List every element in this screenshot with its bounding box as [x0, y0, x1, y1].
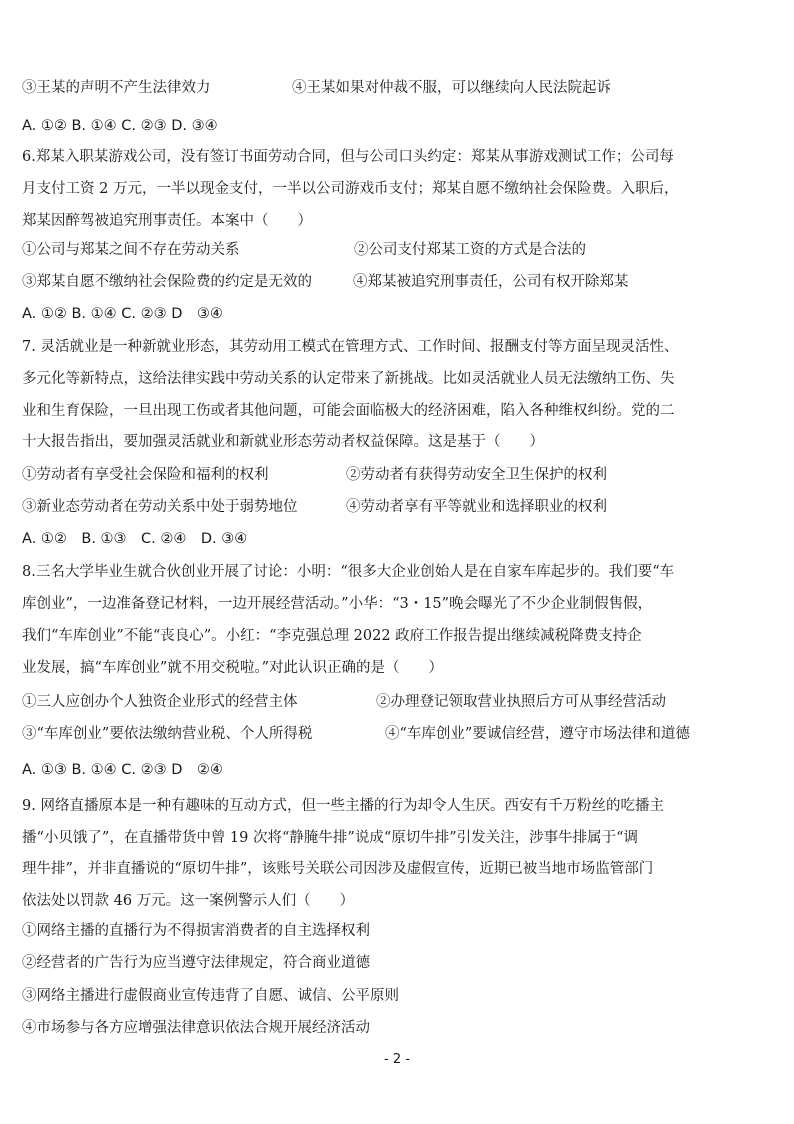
statement-right: ②办理登记领取营业执照后方可从事经营活动	[376, 694, 666, 710]
statement-right: ④王某如果对仲裁不服，可以继续向人民法院起诉	[292, 80, 611, 96]
text-line: 8.三名大学毕业生就合伙创业开展了讨论：小明：“很多大企业创始人是在自家车库起步的。我们要“车	[22, 564, 675, 580]
statement-right: ②公司支付郑某工资的方式是合法的	[354, 242, 586, 258]
text-line: 理牛排”，并非直播说的“原切牛排”，该账号关联公司因涉及虚假宣传，近期已被当地市场监管部门	[22, 861, 654, 877]
statement-left: ①三人应创办个人独资企业形式的经营主体	[22, 694, 298, 710]
text-line: 6.郑某入职某游戏公司，没有签订书面劳动合同，但与公司口头约定：郑某从事游戏测试工作；公司每	[22, 149, 674, 165]
text-line: ①网络主播的直播行为不得损害消费者的自主选择权利	[22, 923, 370, 939]
text-line: ③网络主播进行虚假商业宣传违背了自愿、诚信、公平原则	[22, 988, 399, 1004]
statement-right: ④劳动者享有平等就业和选择职业的权利	[346, 499, 607, 515]
text-line: 业和生育保险，一旦出现工伤或者其他问题，可能会面临极大的经济困难，陷入各种维权纠纷。党的二	[22, 403, 675, 419]
statement-right: ④“车库创业”要诚信经营，遵守市场法律和道德	[385, 726, 690, 742]
statement-left: ③新业态劳动者在劳动关系中处于弱势地位	[22, 499, 298, 515]
text-line: 郑某因醉驾被追究刑事责任。本案中（ ）	[22, 213, 312, 229]
statement-left: ③王某的声明不产生法律效力	[22, 80, 211, 96]
statement-left: ③郑某自愿不缴纳社会保险费的约定是无效的	[22, 274, 312, 290]
text-line: ④市场参与各方应增强法律意识依法合规开展经济活动	[22, 1020, 370, 1036]
answer-options: A. ①② B. ①④ C. ②③ D. ③④	[22, 118, 218, 134]
text-line: 播“小贝饿了”，在直播带货中曾 19 次将“静腌牛排”说成“原切牛排”引发关注，涉事牛排属于“调	[22, 830, 639, 846]
statement-left: ①公司与郑某之间不存在劳动关系	[22, 242, 240, 258]
text-line: 依法处以罚款 46 万元。这一案例警示人们（ ）	[22, 893, 355, 909]
answer-options: A. ①② B. ①③ C. ②④ D. ③④	[22, 531, 248, 547]
text-line: ②经营者的广告行为应当遵守法律规定，符合商业道德	[22, 955, 370, 971]
text-line: 业发展，搞“车库创业”就不用交税啦。”对此认识正确的是（ ）	[22, 660, 443, 676]
text-line: 7. 灵活就业是一种新就业形态，其劳动用工模式在管理方式、工作时间、报酬支付等方面呈现灵活性、	[22, 339, 679, 355]
answer-options: A. ①③ B. ①④ C. ②③ D ②④	[22, 762, 223, 778]
text-line: 十大报告指出，要加强灵活就业和新就业形态劳动者权益保障。这是基于（ ）	[22, 434, 544, 450]
answer-options: A. ①② B. ①④ C. ②③ D ③④	[22, 306, 223, 322]
statement-right: ②劳动者有获得劳动安全卫生保护的权利	[346, 467, 607, 483]
page-number: - 2 -	[384, 1052, 410, 1067]
text-line: 多元化等新特点，这给法律实践中劳动关系的认定带来了新挑战。比如灵活就业人员无法缴纳工伤、失	[22, 371, 675, 387]
statement-left: ③“车库创业”要依法缴纳营业税、个人所得税	[22, 726, 313, 742]
text-line: 9. 网络直播原本是一种有趣味的互动方式，但一些主播的行为却令人生厌。西安有千万粉丝的吃播主	[22, 798, 664, 814]
text-line: 库创业”，一边准备登记材料，一边开展经营活动。”小华：“3・15”晚会曝光了不少企业制假售假，	[22, 596, 653, 612]
statement-right: ④郑某被追究刑事责任，公司有权开除郑某	[353, 274, 629, 290]
text-line: 月支付工资 2 万元，一半以现金支付，一半以公司游戏币支付；郑某自愿不缴纳社会保险费。入职后，	[22, 181, 679, 197]
text-line: 我们“车库创业”不能“丧良心”。小红：“李克强总理 2022 政府工作报告提出继续减税降费支持企	[22, 628, 642, 644]
statement-left: ①劳动者有享受社会保险和福利的权利	[22, 467, 269, 483]
